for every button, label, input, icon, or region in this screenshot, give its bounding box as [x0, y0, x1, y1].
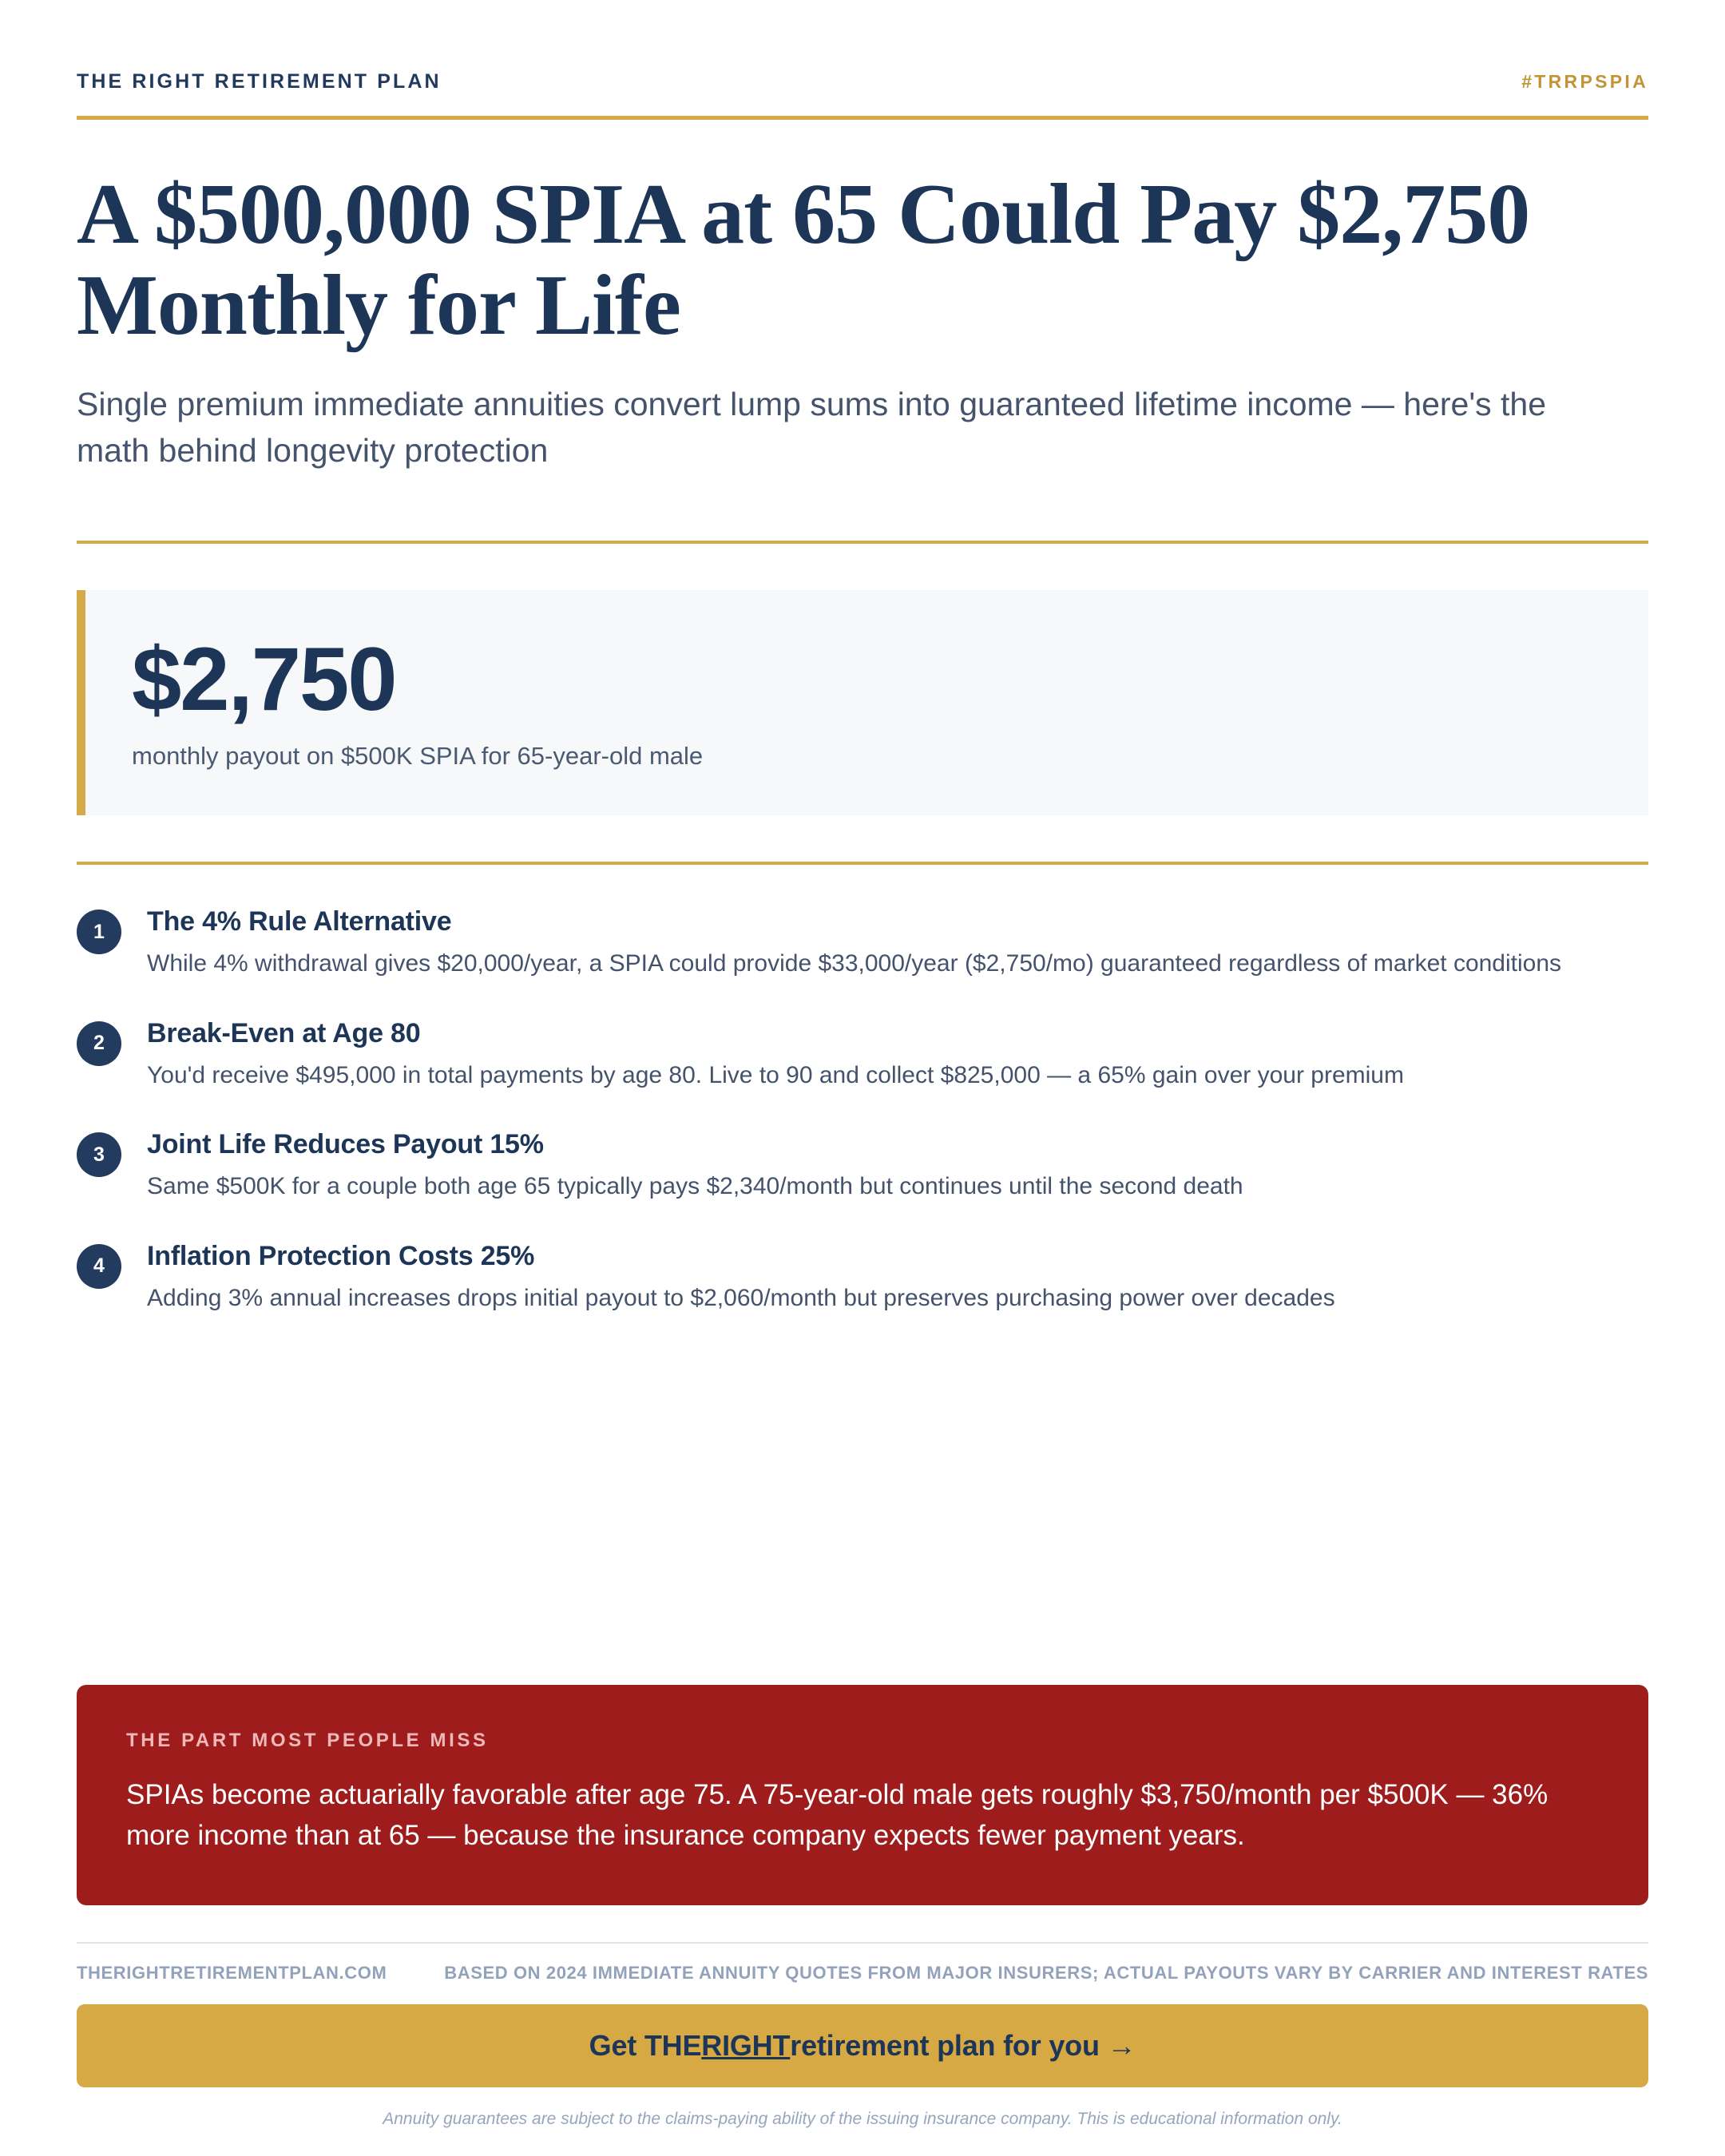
list-item	[77, 1241, 1648, 1315]
list-item-title: Break-Even at Age 80	[147, 1017, 421, 1048]
list-item-title: Inflation Protection Costs 25%	[147, 1240, 535, 1271]
highlight-callout	[77, 1685, 1648, 1905]
stat-divider	[77, 862, 1648, 865]
cta-emphasis: RIGHT	[701, 2029, 791, 2062]
footer-meta	[77, 1944, 1648, 2004]
page-subtitle: Single premium immediate annuities convert lump sums into guaranteed lifetime income — here's the math behind longevity protection	[77, 385, 1547, 470]
source-note: BASED ON 2024 IMMEDIATE ANNUITY QUOTES FROM MAJOR INSURERS; ACTUAL PAYOUTS VARY BY CARRIER AND INTEREST RATES	[444, 1963, 1648, 1983]
legal-disclaimer: Annuity guarantees are subject to the claims-paying ability of the issuing insurance company. This is educational information only.	[383, 2110, 1342, 2128]
list-item-title: Joint Life Reduces Payout 15%	[147, 1129, 544, 1160]
list-item-description: Adding 3% annual increases drops initial payout to $2,060/month but preserves purchasing power over decades	[147, 1284, 1335, 1311]
list-item	[77, 1018, 1648, 1092]
website-label: THERIGHTRETIREMENTPLAN.COM	[77, 1963, 387, 1983]
list-item-body	[147, 1018, 1648, 1092]
key-points-list	[77, 906, 1648, 1352]
cta-suffix: retirement plan for you →	[790, 2029, 1136, 2062]
list-item-description: While 4% withdrawal gives $20,000/year, a SPIA could provide $33,000/year ($2,750/mo) guaranteed regardless of market conditions	[147, 950, 1562, 977]
list-item-description: Same $500K for a couple both age 65 typically pays $2,340/month but continues until the second death	[147, 1173, 1243, 1200]
stat-caption: monthly payout on $500K SPIA for 65-year-old male	[132, 742, 704, 771]
list-item-description: You'd receive $495,000 in total payments by age 80. Live to 90 and collect $825,000 — a 65% gain over your premium	[147, 1061, 1404, 1088]
cta-button[interactable]	[77, 2004, 1648, 2087]
callout-label: THE PART MOST PEOPLE MISS	[126, 1729, 489, 1751]
list-item	[77, 1129, 1648, 1203]
list-item-body	[147, 1241, 1648, 1315]
hero-divider	[77, 541, 1648, 544]
header-divider	[77, 116, 1648, 120]
list-item-number-badge: 1	[77, 910, 121, 954]
cta-prefix: Get THE	[589, 2029, 702, 2062]
stat-value: $2,750	[132, 629, 396, 730]
stat-callout	[77, 590, 1648, 815]
layout-spacer	[77, 1352, 1648, 1684]
brand-name: THE RIGHT RETIREMENT PLAN	[77, 70, 442, 93]
hashtag-label: #TRRPSPIA	[1521, 71, 1648, 92]
masthead	[77, 0, 1648, 93]
list-item-body	[147, 906, 1648, 981]
page-title: A $500,000 SPIA at 65 Could Pay $2,750 Monthly for Life	[77, 167, 1530, 354]
list-item-number-badge: 2	[77, 1021, 121, 1066]
list-item-title: The 4% Rule Alternative	[147, 906, 452, 937]
list-item	[77, 906, 1648, 981]
callout-text: SPIAs become actuarially favorable after age 75. A 75-year-old male gets roughly $3,750/month per $500K — 36% more income than at 65 — because the insurance company expects fewer payment years.	[126, 1778, 1549, 1851]
list-item-number-badge: 4	[77, 1244, 121, 1289]
list-item-number-badge: 3	[77, 1132, 121, 1177]
list-item-body	[147, 1129, 1648, 1203]
